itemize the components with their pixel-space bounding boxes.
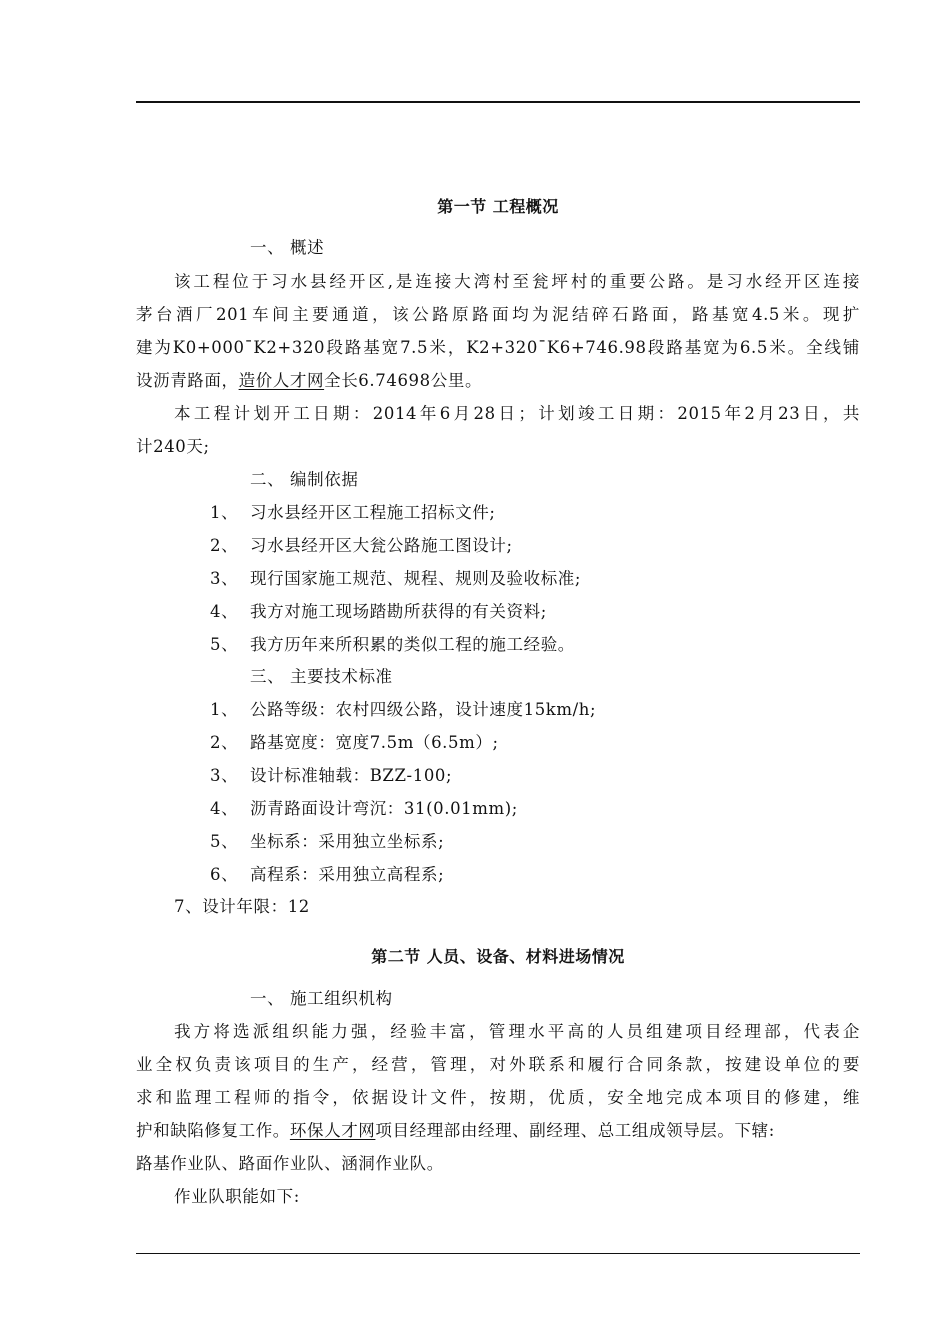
basis-item: 1、 习水县经开区工程施工招标文件; — [210, 503, 496, 522]
standards-item: 6、 高程系：采用独立高程系; — [210, 865, 445, 884]
overview-p1-line1: 该工程位于习水县经开区,是连接大湾村至瓮坪村的重要公路。是习水经开区连接 — [174, 272, 860, 291]
basis-item: 5、 我方历年来所积累的类似工程的施工经验。 — [210, 635, 575, 654]
org-p1-line1: 我方将选派组织能力强，经验丰富，管理水平高的人员组建项目经理部，代表企 — [174, 1022, 860, 1041]
basis-item: 4、 我方对施工现场踏勘所获得的有关资料; — [210, 602, 547, 621]
standards-heading: 三、 主要技术标准 — [250, 667, 393, 686]
standards-item: 3、 设计标准轴载：BZZ-100; — [210, 766, 453, 785]
org-p1-line5: 路基作业队、路面作业队、涵洞作业队。 — [136, 1154, 444, 1173]
header-rule — [136, 101, 860, 103]
org-p1-line4: 护和缺陷修复工作。环保人才网项目经理部由经理、副经理、总工组成领导层。下辖: — [136, 1121, 775, 1140]
section-2-title: 第二节 人员、设备、材料进场情况 — [371, 947, 625, 966]
standards-item: 2、 路基宽度：宽度7.5m（6.5m）; — [210, 733, 499, 752]
overview-heading: 一、 概述 — [250, 238, 325, 257]
standards-item: 5、 坐标系：采用独立坐标系; — [210, 832, 445, 851]
ad-link-huanbao[interactable]: 环保人才网 — [289, 1121, 376, 1140]
overview-p1-line2: 茅台酒厂201车间主要通道，该公路原路面均为泥结碎石路面，路基宽4.5米。现扩 — [136, 305, 860, 324]
design-life: 7、设计年限：12 — [174, 897, 310, 916]
basis-item: 2、 习水县经开区大瓮公路施工图设计; — [210, 536, 513, 555]
basis-item: 3、 现行国家施工规范、规程、规则及验收标准; — [210, 569, 582, 588]
section-1-title: 第一节 工程概况 — [437, 197, 559, 216]
overview-p2-line2: 计240天; — [136, 437, 210, 456]
org-p2: 作业队职能如下: — [174, 1187, 300, 1206]
overview-p2-line1: 本工程计划开工日期：2014年6月28日；计划竣工日期：2015年2月23日，共 — [174, 404, 860, 423]
overview-p1-line3: 建为K0+000¯K2+320段路基宽7.5米，K2+320¯K6+746.98段路基宽为6.5米。全线铺 — [136, 338, 860, 357]
ad-link-zaojia[interactable]: 造价人才网 — [238, 371, 325, 390]
org-p1-line3: 求和监理工程师的指令，依据设计文件，按期，优质，安全地完成本项目的修建，维 — [136, 1088, 860, 1107]
standards-item: 4、 沥青路面设计弯沉：31(0.01mm); — [210, 799, 518, 818]
footer-rule — [136, 1253, 860, 1254]
standards-item: 1、 公路等级：农村四级公路，设计速度15km/h; — [210, 700, 597, 719]
org-p1-line2: 业全权负责该项目的生产，经营，管理，对外联系和履行合同条款，按建设单位的要 — [136, 1055, 860, 1074]
org-heading: 一、 施工组织机构 — [250, 989, 393, 1008]
basis-heading: 二、 编制依据 — [250, 470, 359, 489]
overview-p1-line4: 设沥青路面，造价人才网全长6.74698公里。 — [136, 371, 483, 390]
